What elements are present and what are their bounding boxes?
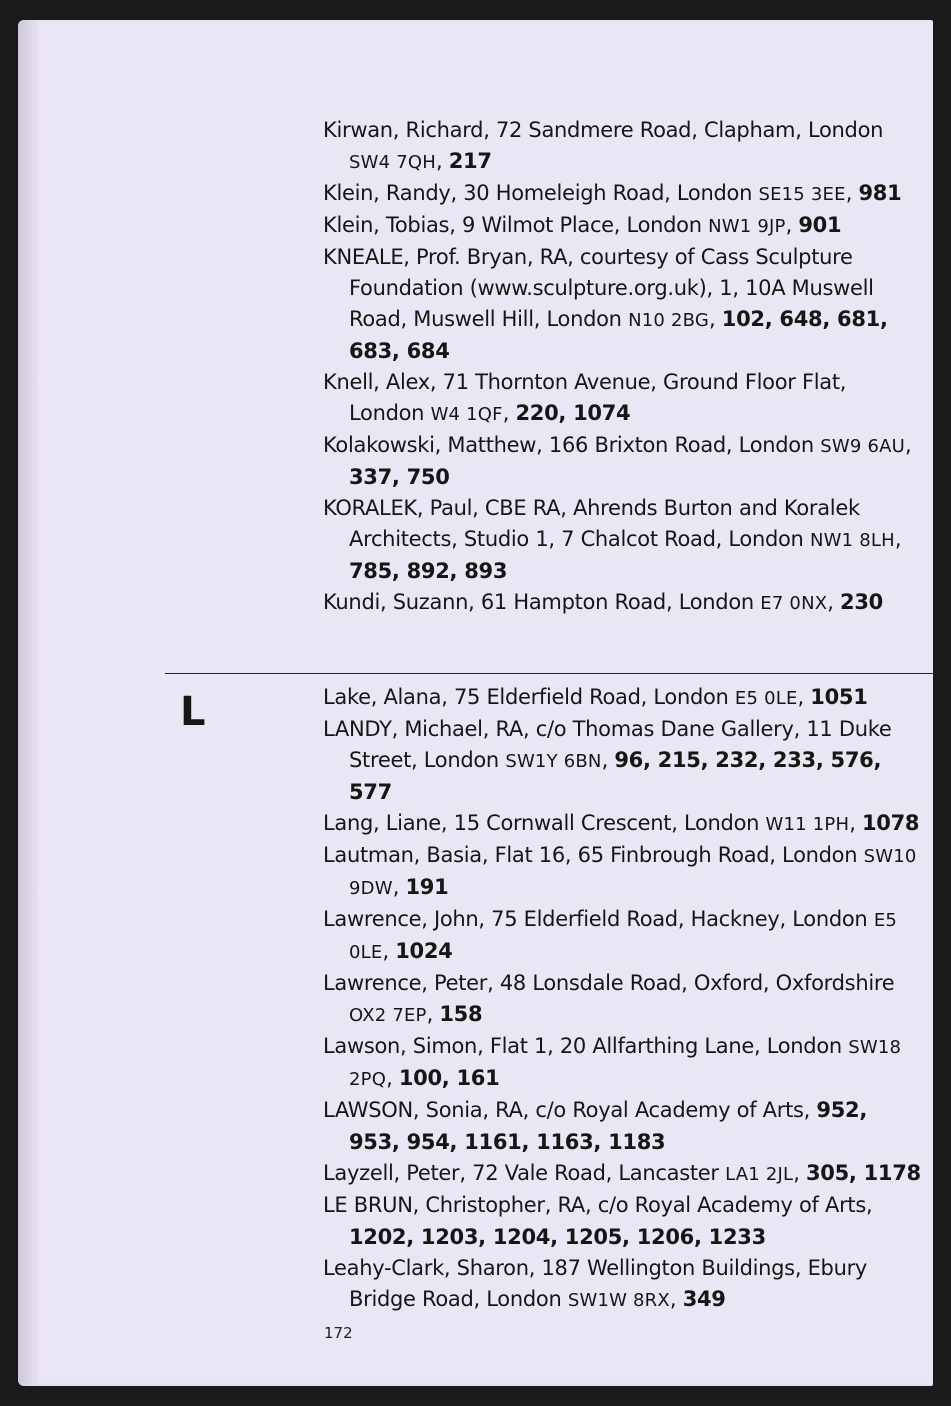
entry-page-refs: 217 bbox=[448, 149, 492, 173]
entry-separator: , bbox=[435, 149, 449, 173]
entry-postcode: SE15 3EE bbox=[758, 184, 846, 205]
entry-postcode: SW1W 8RX bbox=[567, 1290, 670, 1311]
index-entry bbox=[323, 714, 923, 808]
entry-name-address: Lawrence, John, 75 Elderfield Road, Hackney, London bbox=[323, 907, 874, 931]
entry-page-refs: 785, 892, 893 bbox=[349, 559, 508, 583]
entry-name-address: KNEALE, Prof. Bryan, RA, courtesy of Cass Sculpture Foundation (www.sculpture.org.uk), 1, 10A Muswell Road, Muswell Hill, London bbox=[323, 245, 874, 331]
index-entry bbox=[323, 682, 923, 714]
entry-name-address: Klein, Randy, 30 Homeleigh Road, London bbox=[323, 181, 759, 205]
index-entry bbox=[323, 242, 923, 367]
entry-page-refs: 230 bbox=[840, 590, 883, 614]
entry-postcode: NW1 9JP bbox=[708, 216, 786, 237]
index-entry bbox=[323, 367, 923, 430]
entry-postcode: NW1 8LH bbox=[809, 530, 895, 551]
entry-postcode: W11 1PH bbox=[765, 814, 850, 835]
entry-page-refs: 901 bbox=[798, 213, 842, 237]
entry-separator: , bbox=[845, 181, 859, 205]
k-index-entries bbox=[323, 115, 923, 619]
entry-name-address: Lake, Alana, 75 Elderfield Road, London bbox=[323, 685, 735, 709]
entry-postcode: LA1 2JL bbox=[725, 1164, 794, 1185]
entry-separator: , bbox=[797, 685, 811, 709]
index-entry bbox=[323, 904, 923, 968]
entry-separator: , bbox=[827, 590, 841, 614]
index-entry bbox=[323, 587, 923, 619]
entry-page-refs: 1202, 1203, 1204, 1205, 1206, 1233 bbox=[349, 1225, 766, 1249]
index-entry bbox=[323, 493, 923, 587]
entry-name-address: LAWSON, Sonia, RA, c/o Royal Academy of Arts, bbox=[323, 1098, 817, 1122]
entry-separator: , bbox=[601, 748, 615, 772]
entry-separator: , bbox=[849, 811, 862, 835]
entry-page-refs: 191 bbox=[405, 875, 449, 899]
entry-page-refs: 220, 1074 bbox=[515, 401, 631, 425]
index-entry bbox=[323, 840, 923, 904]
entry-separator: , bbox=[382, 939, 396, 963]
entry-name-address: Leahy-Clark, Sharon, 187 Wellington Buildings, Ebury Bridge Road, London bbox=[323, 1256, 868, 1311]
entry-separator: , bbox=[905, 433, 912, 457]
entry-page-refs: 100, 161 bbox=[398, 1066, 500, 1090]
entry-page-refs: 1024 bbox=[395, 939, 453, 963]
entry-page-refs: 952, 953, 954, 1161, 1163, 1183 bbox=[349, 1098, 868, 1154]
entry-separator: , bbox=[426, 1002, 440, 1026]
entry-page-refs: 102, 648, 681, 683, 684 bbox=[349, 307, 888, 363]
entry-name-address: Knell, Alex, 71 Thornton Avenue, Ground Floor Flat, London bbox=[323, 370, 847, 425]
entry-postcode: SW10 9DW bbox=[349, 846, 917, 899]
entry-postcode: E5 0LE bbox=[349, 910, 898, 963]
entry-name-address: LE BRUN, Christopher, RA, c/o Royal Academy of Arts, bbox=[323, 1193, 873, 1217]
entry-postcode: W4 1QF bbox=[430, 404, 503, 425]
entry-name-address: KORALEK, Paul, CBE RA, Ahrends Burton and Koralek Architects, Studio 1, 7 Chalcot Road, London bbox=[323, 496, 860, 551]
index-entry bbox=[323, 1031, 923, 1095]
entry-separator: , bbox=[502, 401, 516, 425]
entry-postcode: SW18 2PQ bbox=[349, 1037, 902, 1090]
entry-page-refs: 158 bbox=[439, 1002, 483, 1026]
entry-page-refs: 1051 bbox=[810, 685, 868, 709]
section-divider bbox=[165, 673, 933, 674]
entry-name-address: Klein, Tobias, 9 Wilmot Place, London bbox=[323, 213, 709, 237]
entry-separator: , bbox=[894, 527, 902, 551]
entry-page-refs: 1078 bbox=[861, 811, 920, 835]
entry-page-refs: 337, 750 bbox=[349, 465, 450, 489]
entry-separator: , bbox=[793, 1161, 806, 1185]
entry-name-address: LANDY, Michael, RA, c/o Thomas Dane Gallery, 11 Duke Street, London bbox=[323, 717, 892, 772]
entry-separator: , bbox=[785, 213, 799, 237]
index-entry bbox=[323, 1190, 923, 1253]
index-entry bbox=[323, 1095, 923, 1158]
entry-name-address: Lautman, Basia, Flat 16, 65 Finbrough Road, London bbox=[323, 843, 864, 867]
entry-name-address: Lang, Liane, 15 Cornwall Crescent, London bbox=[323, 811, 766, 835]
entry-postcode: OX2 7EP bbox=[349, 1005, 427, 1026]
entry-separator: , bbox=[386, 1066, 399, 1090]
entry-postcode: SW1Y 6BN bbox=[505, 751, 602, 772]
entry-name-address: Lawson, Simon, Flat 1, 20 Allfarthing Lane, London bbox=[323, 1034, 849, 1058]
entry-name-address: Kundi, Suzann, 61 Hampton Road, London bbox=[323, 590, 761, 614]
l-index-entries bbox=[323, 682, 923, 1316]
index-entry bbox=[323, 1158, 923, 1190]
entry-name-address: Layzell, Peter, 72 Vale Road, Lancaster bbox=[323, 1161, 726, 1185]
entry-page-refs: 981 bbox=[858, 181, 902, 205]
index-entry bbox=[323, 1253, 923, 1316]
section-letter: L bbox=[180, 689, 206, 735]
entry-postcode: E5 0LE bbox=[734, 688, 798, 709]
book-page bbox=[18, 20, 933, 1386]
entry-name-address: Lawrence, Peter, 48 Lonsdale Road, Oxford, Oxfordshire bbox=[323, 971, 895, 995]
index-entry bbox=[323, 968, 923, 1031]
index-entry bbox=[323, 430, 923, 493]
index-entry bbox=[323, 115, 923, 178]
index-entry bbox=[323, 210, 923, 242]
index-entry bbox=[323, 808, 923, 840]
entry-separator: , bbox=[392, 875, 406, 899]
page-number: 172 bbox=[324, 1324, 353, 1342]
entry-page-refs: 305, 1178 bbox=[806, 1161, 921, 1185]
entry-name-address: Kirwan, Richard, 72 Sandmere Road, Clapham, London bbox=[323, 118, 884, 142]
entry-postcode: SW4 7QH bbox=[349, 152, 436, 173]
index-entry bbox=[323, 178, 923, 210]
entry-name-address: Kolakowski, Matthew, 166 Brixton Road, London bbox=[323, 433, 821, 457]
entry-postcode: E7 0NX bbox=[760, 593, 828, 614]
entry-separator: , bbox=[669, 1287, 683, 1311]
entry-postcode: SW9 6AU bbox=[820, 436, 905, 457]
entry-page-refs: 96, 215, 232, 233, 576, 577 bbox=[349, 748, 882, 804]
entry-separator: , bbox=[709, 307, 722, 331]
entry-postcode: N10 2BG bbox=[628, 310, 709, 331]
entry-page-refs: 349 bbox=[682, 1287, 726, 1311]
